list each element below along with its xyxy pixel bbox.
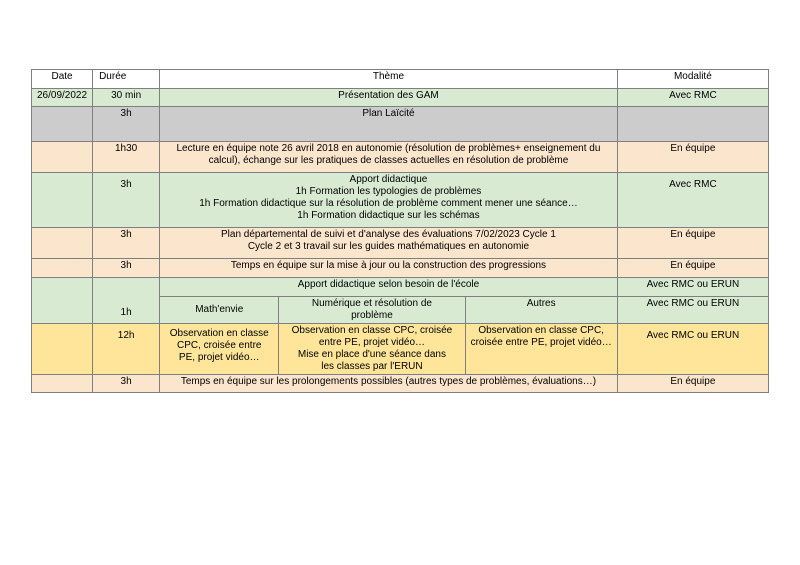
header-date: Date xyxy=(32,70,93,89)
row-date: 26/09/2022 xyxy=(32,89,93,107)
row-date xyxy=(32,375,93,393)
subcol-numerique xyxy=(279,297,465,324)
row-date xyxy=(32,259,93,278)
theme-line: Apport didactique xyxy=(349,174,428,185)
row-theme: Temps en équipe sur la mise à jour ou la construction des progressions xyxy=(160,259,618,278)
row-modalite: En équipe xyxy=(617,228,768,259)
subcol-line: problème xyxy=(351,310,393,321)
row-modalite: En équipe xyxy=(617,142,768,173)
table-row xyxy=(32,375,769,393)
row-date xyxy=(32,173,93,228)
table-row xyxy=(32,142,769,173)
theme-line: calcul), échange sur les pratiques de classes actuelles en résolution de problème xyxy=(208,155,569,166)
row-date xyxy=(32,107,93,142)
training-plan-table xyxy=(31,69,769,393)
table-row xyxy=(32,228,769,259)
row-duree: 12h xyxy=(93,324,160,375)
row-modalite: Avec RMC ou ERUN xyxy=(617,324,768,375)
cell-line: Observation en classe xyxy=(169,328,269,339)
row-duree: 3h xyxy=(93,228,160,259)
theme-line: Lecture en équipe note 26 avril 2018 en autonomie (résolution de problèmes+ enseignement du xyxy=(176,143,601,154)
cell-line: Observation en classe CPC, croisée xyxy=(291,325,453,336)
row-theme: Temps en équipe sur les prolongements possibles (autres types de problèmes, évaluations…) xyxy=(160,375,618,393)
row-modalite: En équipe xyxy=(617,259,768,278)
row-theme: Plan Laïcité xyxy=(160,107,618,142)
table-row xyxy=(32,259,769,278)
header-modalite: Modalité xyxy=(617,70,768,89)
row-duree: 1h xyxy=(93,278,160,324)
row-duree: 3h xyxy=(93,173,160,228)
table-row xyxy=(32,324,769,375)
row-theme: Présentation des GAM xyxy=(160,89,618,107)
row-date xyxy=(32,228,93,259)
theme-line: Cycle 2 et 3 travail sur les guides mathématiques en autonomie xyxy=(247,241,530,252)
cell-line: CPC, croisée entre xyxy=(176,340,262,351)
row-duree: 30 min xyxy=(93,89,160,107)
table-row xyxy=(32,173,769,228)
row-theme xyxy=(160,142,618,173)
theme-line: 1h Formation les typologies de problèmes xyxy=(295,186,482,197)
cell-line: PE, projet vidéo… xyxy=(178,352,260,363)
subcol-line: Numérique et résolution de xyxy=(311,298,432,309)
subcol-mathenvie: Math'envie xyxy=(160,297,279,324)
row-date xyxy=(32,142,93,173)
row-duree: 1h30 xyxy=(93,142,160,173)
row-modalite: Avec RMC xyxy=(617,173,768,228)
cell-numerique xyxy=(279,324,465,375)
cell-line: Observation en classe CPC, xyxy=(478,325,604,336)
cell-line: croisée entre PE, projet vidéo… xyxy=(470,337,612,348)
theme-line: 1h Formation didactique sur les schémas xyxy=(297,210,480,221)
row-modalite: En équipe xyxy=(617,375,768,393)
header-duree: Durée xyxy=(93,70,160,89)
subcol-autres: Autres xyxy=(465,297,617,324)
row-modalite xyxy=(617,107,768,142)
row-duree: 3h xyxy=(93,375,160,393)
cell-line: Mise en place d'une séance dans xyxy=(297,349,446,360)
cell-line: entre PE, projet vidéo… xyxy=(318,337,426,348)
table-header-row xyxy=(32,70,769,89)
row-modalite: Avec RMC ou ERUN xyxy=(617,297,768,324)
cell-autres xyxy=(465,324,617,375)
row-duree: 3h xyxy=(93,259,160,278)
header-theme: Thème xyxy=(160,70,618,89)
theme-line: 1h Formation didactique sur la résolution de problème comment mener une séance… xyxy=(199,198,578,209)
table-row xyxy=(32,278,769,297)
row-date xyxy=(32,324,93,375)
row-duree: 3h xyxy=(93,107,160,142)
table-row xyxy=(32,89,769,107)
table-row xyxy=(32,107,769,142)
row-theme: Apport didactique selon besoin de l'école xyxy=(160,278,618,297)
row-date xyxy=(32,278,93,324)
row-theme xyxy=(160,228,618,259)
cell-mathenvie xyxy=(160,324,279,375)
theme-line: Plan départemental de suivi et d'analyse des évaluations 7/02/2023 Cycle 1 xyxy=(221,229,556,240)
cell-line: les classes par l'ERUN xyxy=(321,361,423,372)
row-modalite: Avec RMC ou ERUN xyxy=(617,278,768,297)
row-modalite: Avec RMC xyxy=(617,89,768,107)
row-theme xyxy=(160,173,618,228)
